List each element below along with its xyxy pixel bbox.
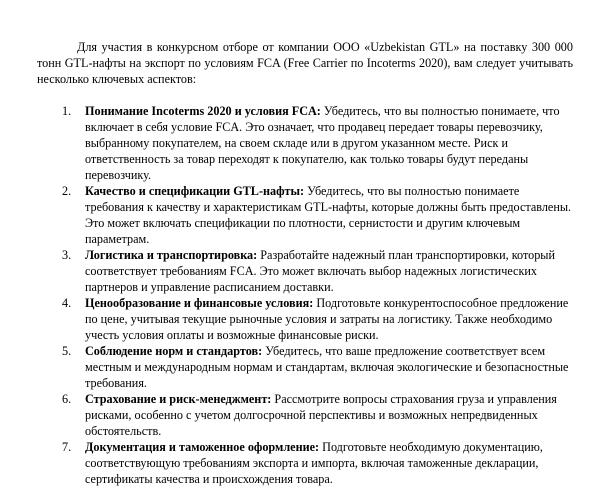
list-item-text: Рассмотрите вопросы страхования груза и управления рисками, особенно с учетом долгосрочной перспективы и возможных непредвиденных обстоятельств. bbox=[85, 392, 557, 438]
list-item-number: 1. bbox=[62, 104, 72, 118]
list-item-title: Качество и спецификации GTL-нафты: bbox=[85, 184, 305, 198]
list-item-title: Логистика и транспортировка: bbox=[85, 248, 258, 262]
list-item-number: 7. bbox=[62, 440, 72, 454]
list-item bbox=[37, 247, 573, 295]
list-item-number: 3. bbox=[62, 248, 72, 262]
list-item-body bbox=[85, 343, 573, 391]
list-item bbox=[37, 343, 573, 391]
list-item-text: Подготовьте конкурентоспособное предложение по цене, учитывая текущие рыночные условия и затраты на логистику. Также необходимо учесть условия оплаты и возможные финансовые риски. bbox=[85, 296, 569, 342]
intro-paragraph: Для участия в конкурсном отборе от компании ООО «Uzbekistan GTL» на поставку 300 000 тонн GTL-нафты на экспорт по условиям FCA (Free Carrier по Incoterms 2020), вам следует учитывать несколько ключевых аспектов: bbox=[37, 40, 573, 86]
aspects-list bbox=[37, 103, 573, 487]
list-item-number: 4. bbox=[62, 296, 72, 310]
list-item-title: Ценообразование и финансовые условия: bbox=[85, 296, 314, 310]
list-item-text: Убедитесь, что вы полностью понимаете, что включает в себя условие FCA. Это означает, что продавец передает товары перевозчику, выбранному покупателем, на своем складе или в другом указанном месте. Риск и ответственность за товар переходят к покупателю, как только товары будут переданы перевозчику. bbox=[85, 104, 560, 182]
list-item-title: Соблюдение норм и стандартов: bbox=[85, 344, 263, 358]
list-item bbox=[37, 295, 573, 343]
list-item-body bbox=[85, 247, 573, 295]
list-item bbox=[37, 439, 573, 487]
list-item-body bbox=[85, 295, 573, 343]
list-item-number: 6. bbox=[62, 392, 72, 406]
list-item-text: Убедитесь, что ваше предложение соответствует всем местным и международным нормам и стандартам, включая экологические и безопасностные требования. bbox=[85, 344, 569, 390]
list-item-title: Документация и таможенное оформление: bbox=[85, 440, 320, 454]
list-item-title: Понимание Incoterms 2020 и условия FCA: bbox=[85, 104, 321, 118]
list-item-title: Страхование и риск-менеджмент: bbox=[85, 392, 272, 406]
list-item bbox=[37, 183, 573, 247]
list-item bbox=[37, 391, 573, 439]
list-item-number: 5. bbox=[62, 344, 72, 358]
list-item-text: Подготовьте необходимую документацию, соответствующую требованиям экспорта и импорта, включая таможенные декларации, сертификаты качества и происхождения товара. bbox=[85, 440, 543, 486]
list-item-number: 2. bbox=[62, 184, 72, 198]
list-item-body bbox=[85, 439, 573, 487]
list-item bbox=[37, 103, 573, 183]
list-item-text: Разработайте надежный план транспортировки, который соответствует требованиям FCA. Это может включать выбор надежных логистических партнеров и управление расписанием доставки. bbox=[85, 248, 556, 294]
list-item-body bbox=[85, 391, 573, 439]
list-item-text: Убедитесь, что вы полностью понимаете требования к качеству и характеристикам GTL-нафты, которые должны быть предоставлены. Это может включать спецификации по плотности, сернистости и другим ключевым параметрам. bbox=[85, 184, 572, 246]
list-item-body bbox=[85, 183, 573, 247]
list-item-body bbox=[85, 103, 573, 183]
